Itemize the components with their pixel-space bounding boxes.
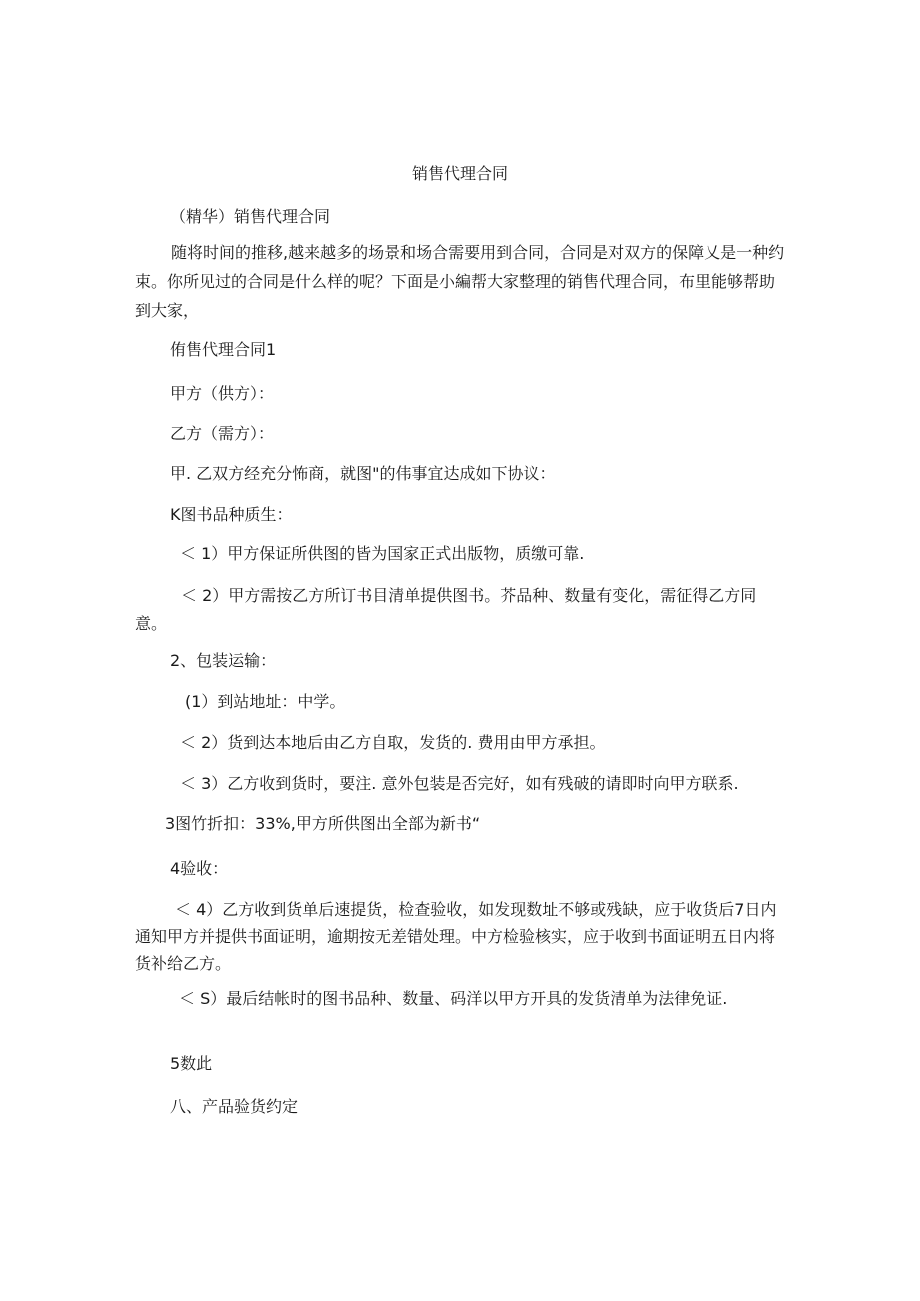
section1-item1: ＜ 1）甲方保证所供图的皆为国家正式出版物，质缴可靠. [180, 544, 585, 563]
agreement-line: 甲. 乙双方经充分怖商，就图"的伟事宜达成如下协议： [170, 464, 556, 483]
section2-heading: 2、包装运输： [170, 651, 277, 670]
section4-item1: ＜ 4）乙方收到货单后速提货，检查验收，如发现数址不够或残缺，应于收货后7日内通知甲方并提供书面证明，逾期按无差错处理。中方检验核实，应于收到书面证明五日内将货补给乙方。 [135, 900, 777, 973]
section4-item2: ＜ S）最后结帐时的图书品种、数量、码洋以甲方开具的发货清单为法律免证. [179, 989, 728, 1008]
section2-item1: (1）到站地址：中学。 [185, 692, 346, 711]
contract-heading: 侑售代理合同1 [170, 340, 277, 359]
section8-heading: 八、产品验货约定 [170, 1097, 299, 1116]
document-title: 销售代理合同 [411, 164, 508, 183]
party-a: 甲方（供方）： [170, 384, 275, 403]
section3-line: 3图竹折扣：33%,甲方所供图出全部为新书“ [165, 814, 481, 833]
intro-paragraph: 随将时间的推移,越来越多的场景和场合需要用到合同，合同是对双方的保障乂是一种约束。你所见过的合同是什么样的呢？下面是小編帮大家整理的销售代理合同，布里能够帮助到大家， [135, 243, 785, 320]
section1-item2: ＜ 2）甲方需按乙方所订书目清单提供图书。芥品种、数量有变化，需征得乙方同意。 [135, 586, 757, 633]
section4-heading: 4验收： [170, 859, 229, 878]
party-b: 乙方（需方）： [170, 424, 275, 443]
section2-item2: ＜ 2）货到达本地后由乙方自取，发货的. 费用由甲方承担。 [180, 733, 606, 752]
subtitle: （精华）销售代理合同 [170, 207, 331, 226]
section2-item3: ＜ 3）乙方收到货时，要注. 意外包装是否完好，如有残破的请即时向甲方联系. [180, 774, 739, 793]
section5-line: 5数此 [170, 1054, 213, 1073]
section1-heading: K图书品种质生： [170, 505, 293, 524]
